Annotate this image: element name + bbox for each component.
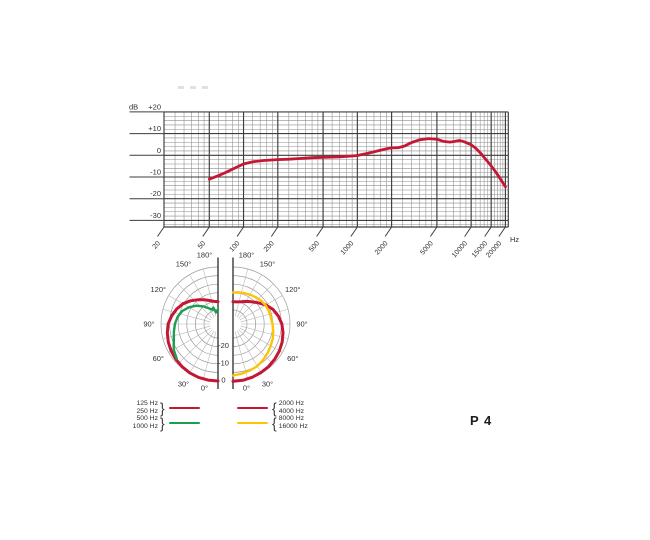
angle-label: 180° — [238, 250, 255, 260]
angle-label: 120° — [150, 285, 167, 294]
polar-curve — [233, 301, 283, 381]
angle-label: 180° — [196, 250, 213, 260]
legend-line-red — [169, 407, 200, 410]
product-title: P 4 — [470, 413, 493, 428]
angle-label: 120° — [284, 285, 301, 294]
legend-label: 8000 Hz — [278, 415, 305, 423]
x-tick-label: 100 — [228, 240, 242, 254]
y-tick-label: -10 — [150, 167, 161, 177]
angle-label: 150° — [259, 259, 276, 269]
ring-db-label: 0 — [221, 375, 226, 385]
angle-label: 30° — [177, 379, 190, 389]
angle-label: 60° — [287, 354, 299, 363]
angle-label: 60° — [152, 354, 164, 363]
polar-curve — [174, 306, 218, 359]
y-tick-label: 0 — [156, 145, 161, 155]
y-tick-label: -30 — [150, 210, 161, 220]
angle-label: 0° — [242, 383, 251, 393]
angle-label: 90° — [296, 319, 308, 329]
legend-label: 4000 Hz — [278, 408, 305, 415]
legend-label: 16000 Hz — [278, 423, 308, 430]
angle-label: 150° — [175, 259, 192, 269]
legend-labels — [279, 400, 323, 415]
brace-glyph: { — [272, 414, 277, 432]
y-tick-label: -20 — [150, 189, 161, 199]
legend-group-500-1000 — [114, 416, 202, 431]
legend-group-2000-4000 — [235, 401, 323, 416]
x-tick-label: 50 — [196, 240, 208, 251]
angle-label: 30° — [261, 379, 274, 389]
x-tick-label: 5000 — [419, 240, 435, 257]
y-tick-label: +10 — [148, 124, 161, 134]
angle-label: 0° — [200, 383, 209, 393]
y-tick-label: +20 — [148, 102, 161, 112]
legend-label: 2000 Hz — [278, 400, 305, 408]
x-tick-label: 500 — [308, 240, 322, 254]
y-axis-unit: dB — [129, 102, 139, 112]
x-tick-label: 20000 — [485, 240, 504, 260]
legend-labels — [114, 415, 158, 430]
x-tick-label: 10000 — [450, 240, 470, 260]
legend-labels — [279, 415, 323, 430]
legend-label: 500 Hz — [136, 415, 158, 423]
legend-label: 250 Hz — [136, 408, 158, 415]
legend-line-red — [237, 407, 268, 410]
x-tick-label: 2000 — [373, 240, 390, 257]
frequency-response-chart — [129, 102, 519, 259]
brace-glyph: } — [160, 399, 165, 417]
legend-label: 1000 Hz — [132, 423, 158, 430]
brace-glyph: } — [160, 414, 165, 432]
ring-db-label: -10 — [218, 358, 229, 368]
x-tick-label: 20 — [151, 240, 162, 251]
legend-line-green — [169, 422, 200, 425]
x-tick-label: 200 — [262, 240, 276, 254]
legend-group-125-250 — [114, 401, 202, 416]
x-tick-label: 15000 — [470, 240, 490, 260]
brace-glyph: { — [272, 399, 277, 417]
ring-db-label: -20 — [218, 341, 229, 351]
legend-group-8000-16000 — [235, 416, 323, 431]
legend-labels — [114, 400, 158, 415]
legend-label: 125 Hz — [136, 400, 158, 408]
angle-label: 90° — [143, 319, 155, 329]
x-tick-label: 1000 — [339, 240, 356, 257]
legend-line-yellow — [237, 422, 268, 425]
x-axis-unit: Hz — [510, 235, 520, 244]
